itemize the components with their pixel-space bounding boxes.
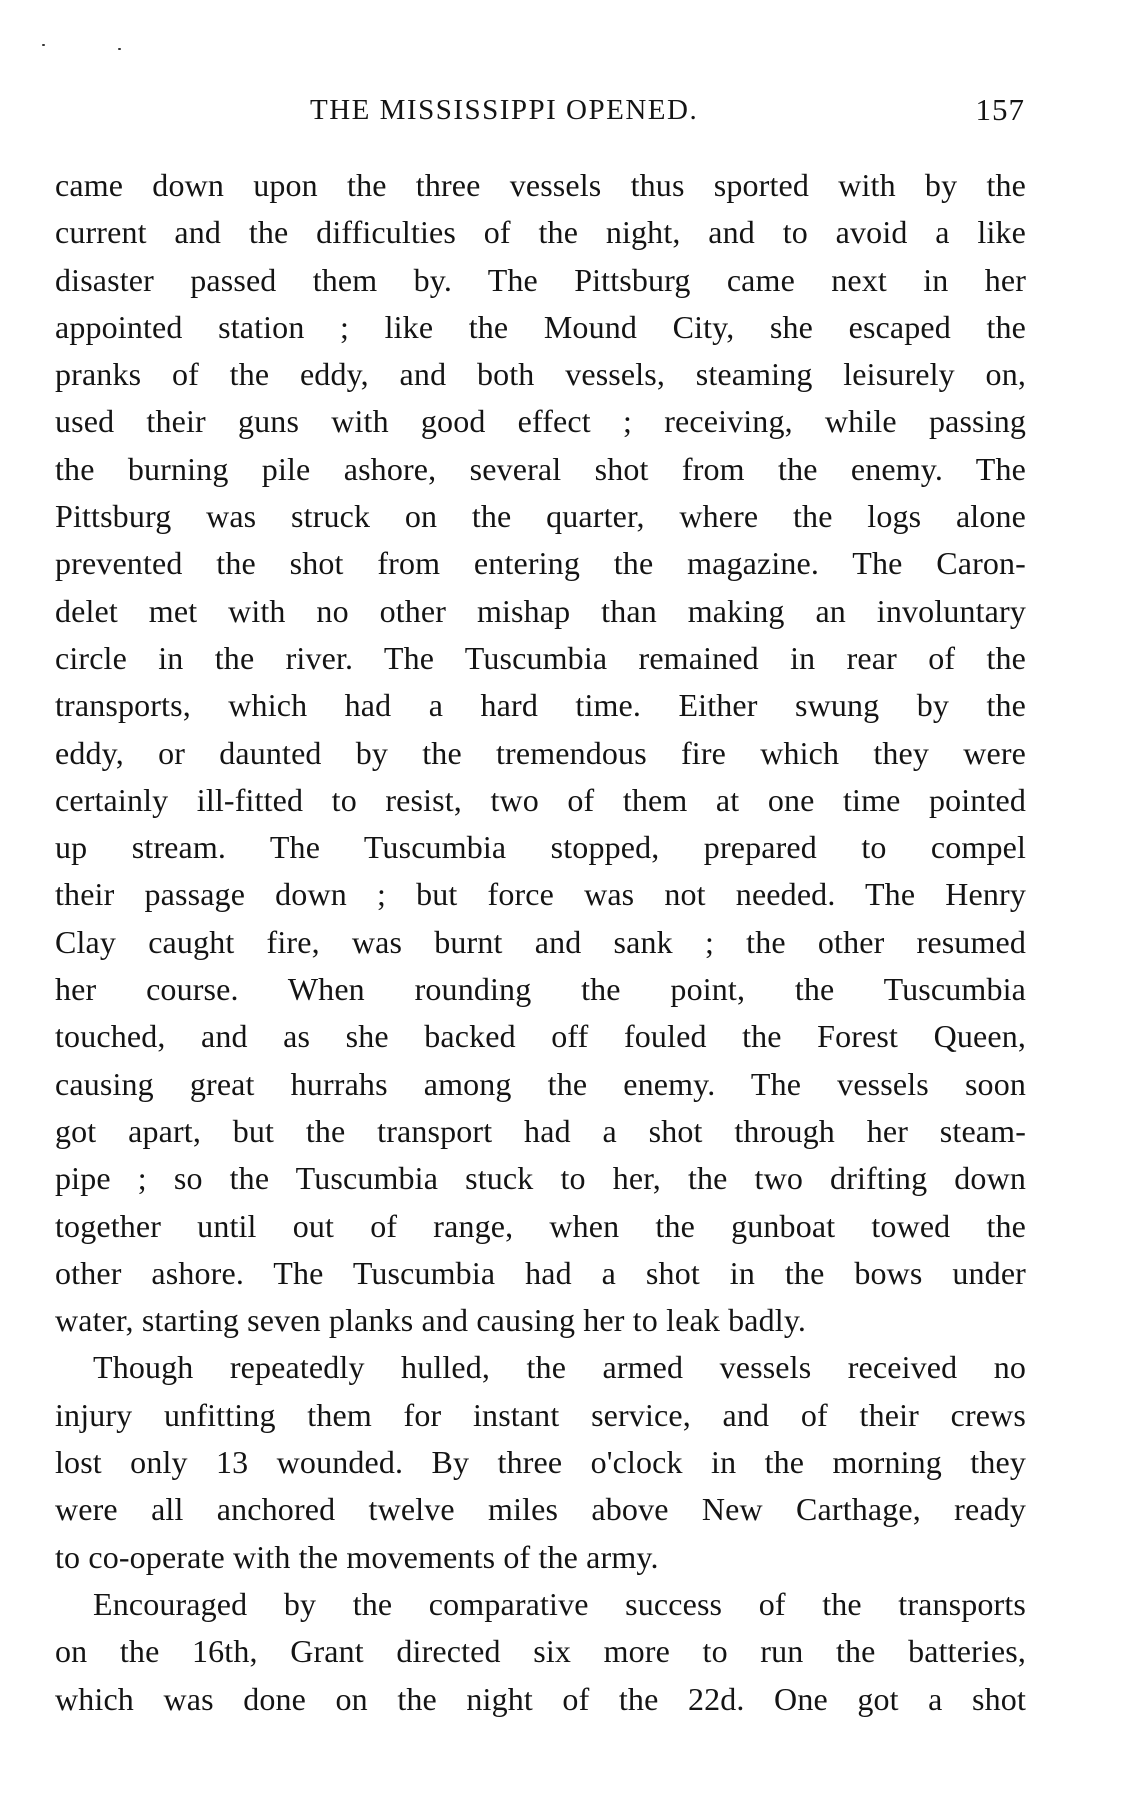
text-line: transports, which had a hard time. Either swung by the xyxy=(55,687,1026,724)
text-line: Encouraged by the comparative success of the transports xyxy=(93,1585,1026,1622)
text-line: eddy, or daunted by the tremendous fire which they were xyxy=(55,734,1026,771)
text-line: delet met with no other mishap than making an involuntary xyxy=(55,592,1026,629)
text-line: injury unfitting them for instant service, and of their crews xyxy=(55,1396,1026,1433)
text-line: touched, and as she backed off fouled the Forest Queen, xyxy=(55,1018,1026,1055)
text-line: appointed station ; like the Mound City, she escaped the xyxy=(55,308,1026,345)
print-specks xyxy=(40,40,160,60)
text-line: causing great hurrahs among the enemy. The vessels soon xyxy=(55,1065,1026,1102)
text-line: up stream. The Tuscumbia stopped, prepared to compel xyxy=(55,829,1026,866)
text-line: Clay caught fire, was burnt and sank ; the other resumed xyxy=(55,923,1026,960)
text-line: their passage down ; but force was not needed. The Henry xyxy=(55,876,1026,913)
paragraph-1 xyxy=(55,162,1026,1344)
text-line: to co-operate with the movements of the army. xyxy=(55,1538,659,1575)
text-line: Though repeatedly hulled, the armed vessels received no xyxy=(93,1349,1026,1386)
running-head: THE MISSISSIPPI OPENED. xyxy=(310,94,699,126)
paragraph-3 xyxy=(55,1581,1026,1723)
text-line: Pittsburg was struck on the quarter, where the logs alone xyxy=(55,498,1026,535)
text-line: current and the difficulties of the night, and to avoid a like xyxy=(55,214,1026,251)
text-line: certainly ill-fitted to resist, two of them at one time pointed xyxy=(55,781,1026,818)
text-line: circle in the river. The Tuscumbia remained in rear of the xyxy=(55,639,1026,676)
text-line: prevented the shot from entering the magazine. The Caron- xyxy=(55,545,1026,582)
body-text xyxy=(55,162,1026,1723)
page-header xyxy=(55,92,1025,132)
paragraph-2 xyxy=(55,1344,1026,1580)
text-line: used their guns with good effect ; receiving, while passing xyxy=(55,403,1026,440)
text-line: other ashore. The Tuscumbia had a shot in the bows under xyxy=(55,1254,1026,1291)
speck xyxy=(42,44,45,46)
page-number: 157 xyxy=(975,92,1025,127)
text-line: pipe ; so the Tuscumbia stuck to her, the two drifting down xyxy=(55,1160,1026,1197)
text-line: pranks of the eddy, and both vessels, steaming leisurely on, xyxy=(55,356,1026,393)
text-line: were all anchored twelve miles above New Carthage, ready xyxy=(55,1491,1026,1528)
text-line: got apart, but the transport had a shot through her steam- xyxy=(55,1112,1026,1149)
text-line: water, starting seven planks and causing her to leak badly. xyxy=(55,1302,807,1339)
text-line: on the 16th, Grant directed six more to run the batteries, xyxy=(55,1633,1026,1670)
text-line: came down upon the three vessels thus sported with by the xyxy=(55,167,1026,203)
speck xyxy=(118,48,121,50)
text-line: the burning pile ashore, several shot from the enemy. The xyxy=(55,450,1026,487)
text-line: lost only 13 wounded. By three o'clock in the morning they xyxy=(55,1444,1026,1481)
text-line: disaster passed them by. The Pittsburg came next in her xyxy=(55,261,1026,298)
text-line: her course. When rounding the point, the Tuscumbia xyxy=(55,971,1026,1008)
text-line: together until out of range, when the gunboat towed the xyxy=(55,1207,1026,1244)
text-line: which was done on the night of the 22d. One got a shot xyxy=(55,1680,1026,1717)
